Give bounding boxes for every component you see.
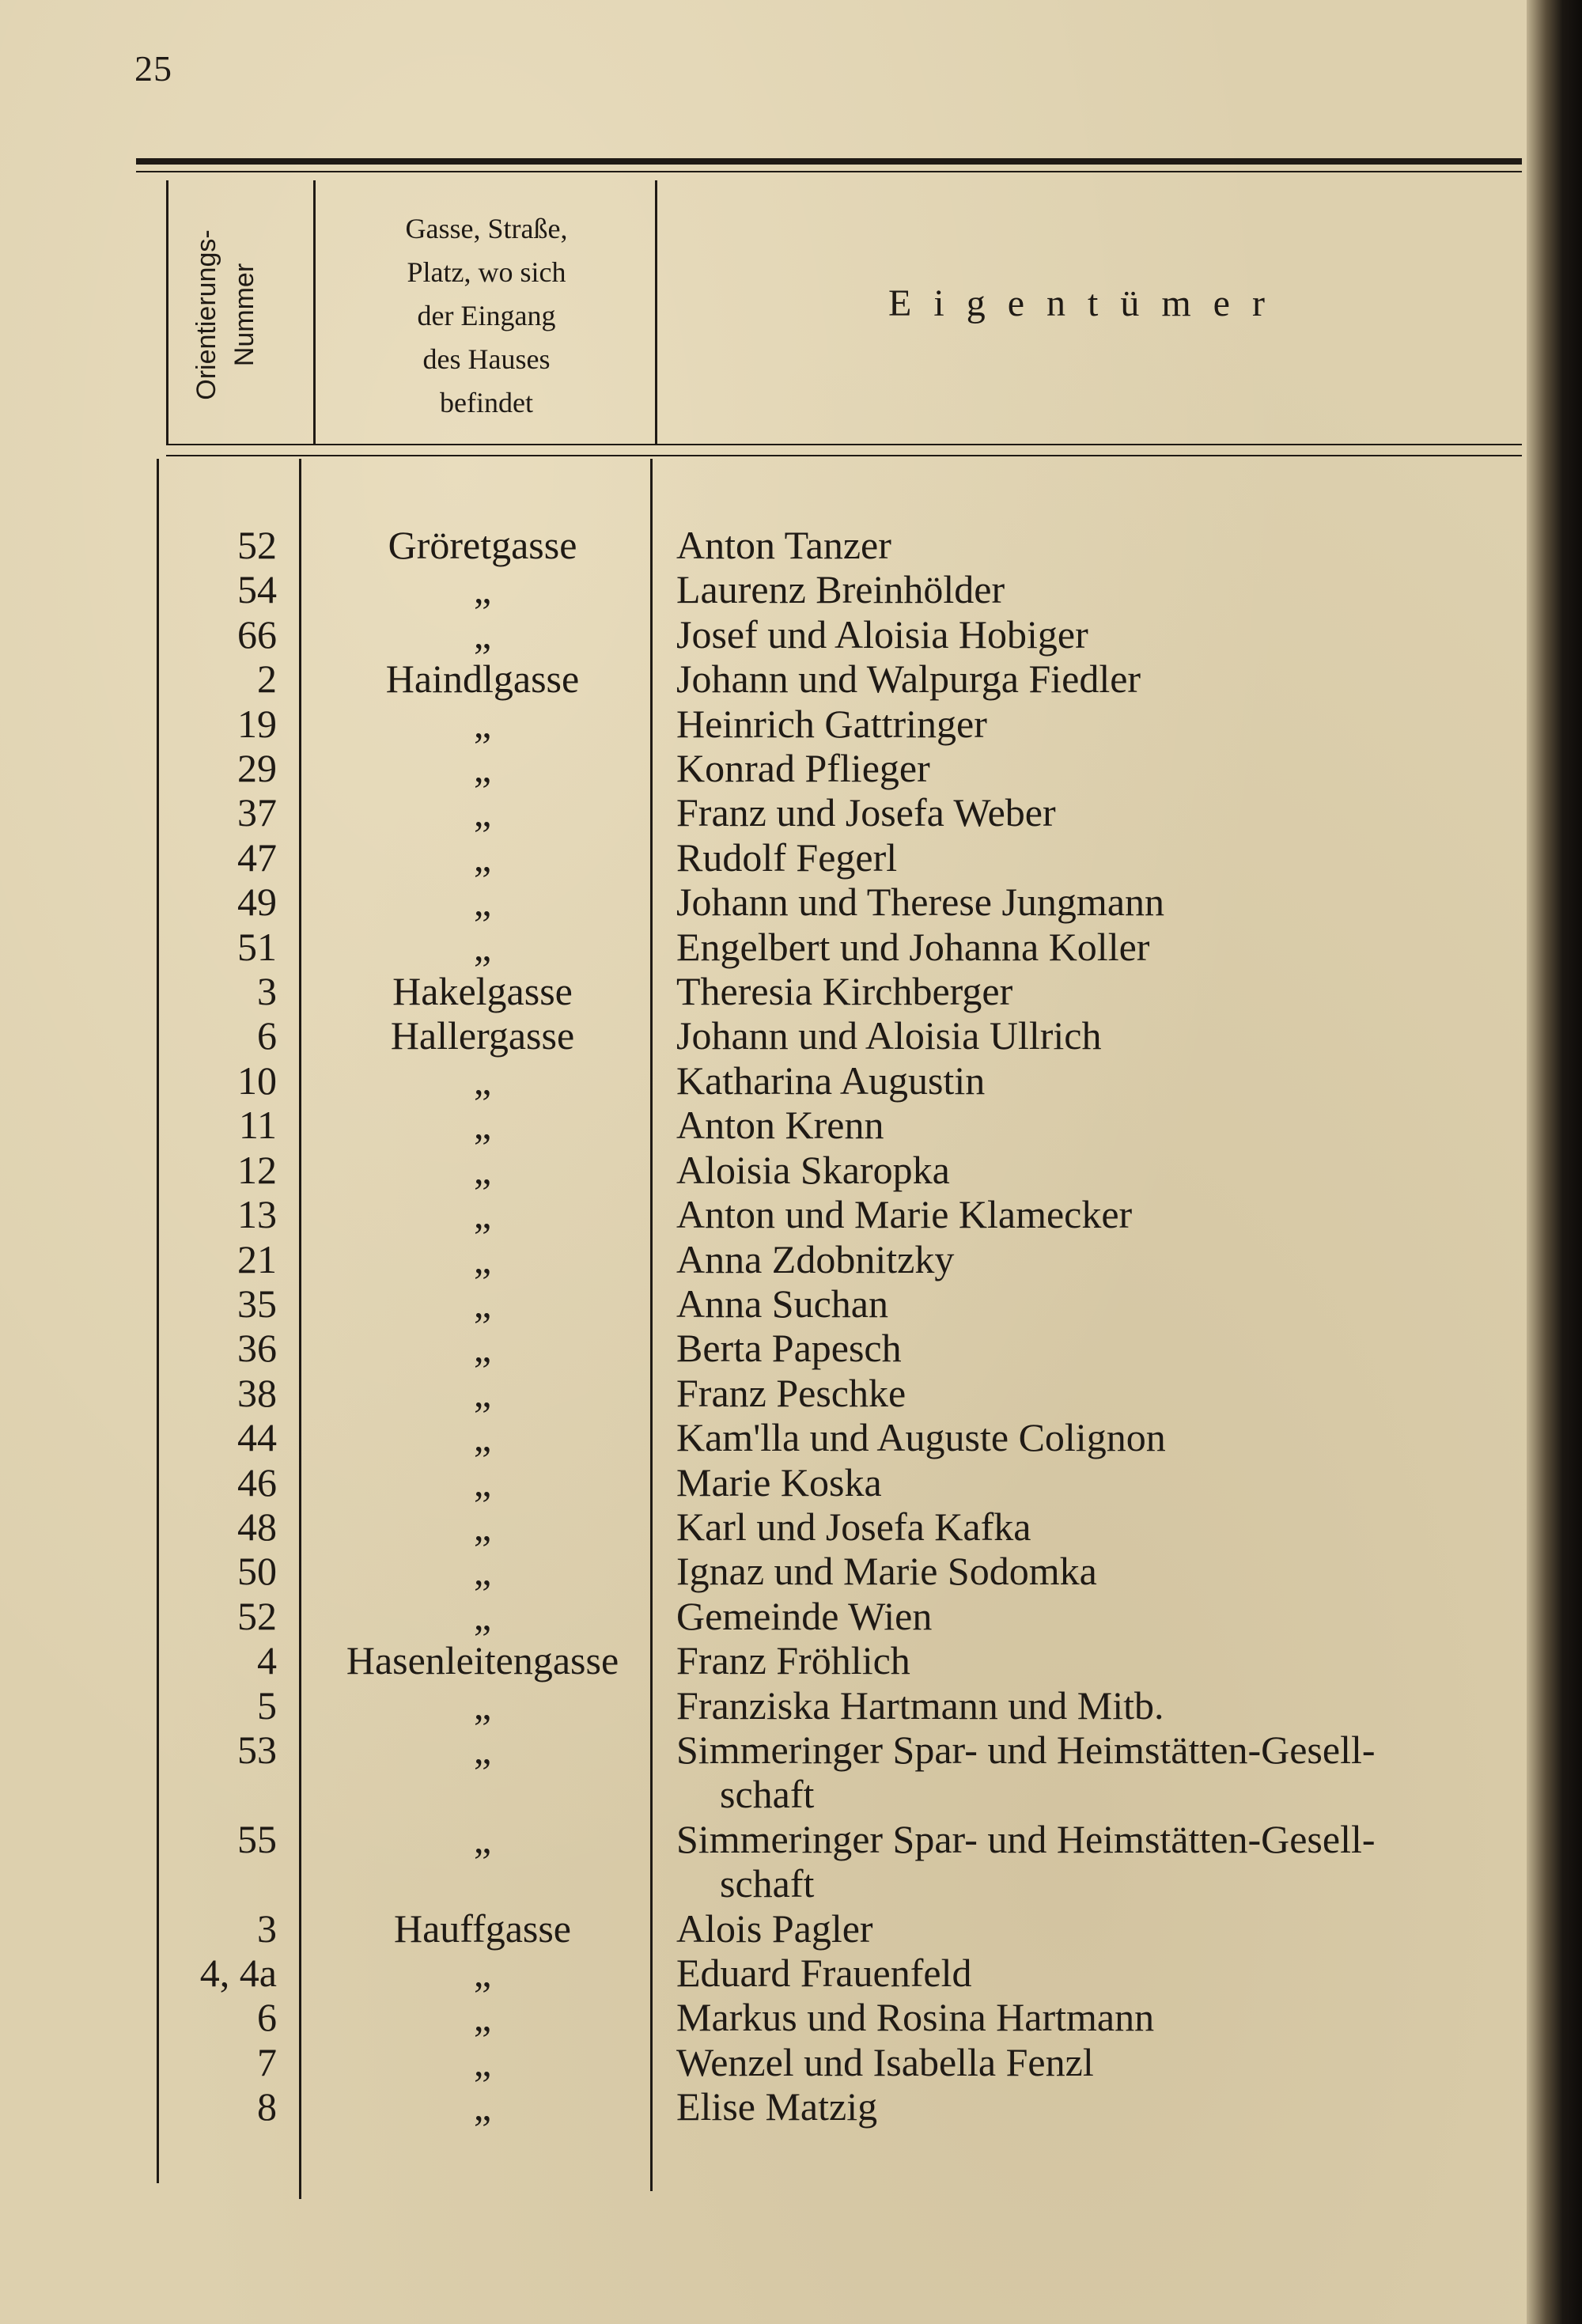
owner-line: Aloisia Skaropka [676, 1147, 950, 1192]
owner-line-continuation: schaft [720, 1772, 815, 1817]
house-number: 8 [257, 2084, 277, 2129]
owner-line: Ignaz und Marie Sodomka [676, 1549, 1097, 1594]
street-name: Hallergasse [390, 1013, 575, 1058]
table-row [0, 1281, 1527, 1326]
house-number: 4 [257, 1638, 277, 1683]
table-row [0, 1415, 1527, 1459]
owner-line: Franz und Josefa Weber [676, 790, 1056, 835]
house-number: 51 [237, 924, 277, 969]
table-row [0, 1371, 1527, 1415]
house-number: 46 [237, 1459, 277, 1505]
owner-line: Rudolf Fegerl [676, 835, 898, 880]
owner-line: Markus und Rosina Hartmann [676, 1995, 1155, 2040]
house-number: 35 [237, 1281, 277, 1326]
table-row [0, 1505, 1527, 1549]
house-number: 5 [257, 1682, 277, 1728]
owner-name [676, 1995, 1523, 2039]
table-row [0, 567, 1527, 611]
street-name: „ [473, 611, 492, 657]
owner-name [676, 1549, 1523, 1593]
street-name: „ [473, 1236, 492, 1281]
header-street-line-1: Gasse, Straße, [405, 213, 568, 244]
owner-line: Laurenz Breinhölder [676, 567, 1005, 612]
owner-line: Johann und Aloisia Ullrich [676, 1013, 1102, 1058]
house-number: 50 [237, 1549, 277, 1594]
owner-name [676, 567, 1523, 611]
owner-line: Simmeringer Spar- und Heimstätten-Gesell- [676, 1816, 1376, 1861]
street-name: „ [473, 2084, 492, 2129]
owner-line: Johann und Therese Jungmann [676, 880, 1165, 925]
owner-name [676, 835, 1523, 880]
owner-line: Theresia Kirchberger [676, 969, 1013, 1014]
owner-name [676, 880, 1523, 924]
table-row [0, 702, 1527, 746]
owner-name [676, 1594, 1523, 1638]
street-name: „ [473, 1593, 492, 1638]
table-row [0, 1058, 1527, 1103]
street-name: Hakelgasse [392, 969, 573, 1014]
owner-line: Anna Suchan [676, 1281, 888, 1326]
table-row [0, 2040, 1527, 2084]
owner-name [676, 1415, 1523, 1459]
house-number: 66 [237, 611, 277, 657]
table-row [0, 1549, 1527, 1593]
street-name: „ [473, 1459, 492, 1505]
owner-line: Elise Matzig [676, 2084, 878, 2129]
street-name: „ [473, 1192, 492, 1237]
owner-name [676, 1683, 1523, 1728]
top-rule-thick [136, 158, 1522, 165]
owner-line: Konrad Pflieger [676, 746, 930, 791]
top-rule-thin [136, 171, 1522, 172]
header-street-column [316, 207, 657, 425]
house-number: 21 [237, 1236, 277, 1281]
street-name: „ [473, 1951, 492, 1995]
house-number: 10 [237, 1058, 277, 1103]
owner-line: Anton Tanzer [676, 523, 891, 567]
table-row [0, 746, 1527, 790]
owner-name [676, 1638, 1523, 1682]
house-number: 12 [237, 1147, 277, 1192]
house-number: 6 [257, 1013, 277, 1058]
header-divider-left [166, 180, 168, 444]
street-name: „ [473, 790, 492, 835]
owner-line-continuation: schaft [720, 1861, 815, 1906]
header-street-line-3: der Eingang [417, 300, 556, 331]
owner-name [676, 1103, 1523, 1147]
house-number: 3 [257, 969, 277, 1014]
owner-name [676, 790, 1523, 835]
owner-line: Anton und Marie Klamecker [676, 1192, 1133, 1237]
owner-name [676, 1281, 1523, 1326]
owner-name [676, 925, 1523, 969]
owner-name [676, 1728, 1523, 1817]
header-number-line-2: Nummer [229, 263, 259, 367]
owner-name [676, 1013, 1523, 1058]
street-name: „ [473, 1415, 492, 1460]
owner-name [676, 1148, 1523, 1192]
table-row [0, 523, 1527, 567]
street-name: „ [473, 1682, 492, 1728]
table-row [0, 612, 1527, 657]
header-street-line-2: Platz, wo sich [407, 256, 566, 288]
table-row [0, 1638, 1527, 1682]
owner-name [676, 612, 1523, 657]
owner-line: Franziska Hartmann und Mitb. [676, 1682, 1164, 1728]
owner-line: Gemeinde Wien [676, 1593, 933, 1638]
table-row [0, 1683, 1527, 1728]
house-number: 49 [237, 880, 277, 925]
book-spine-shadow [1527, 0, 1582, 2324]
owner-name [676, 1906, 1523, 1951]
table-row [0, 1103, 1527, 1147]
owner-line: Simmeringer Spar- und Heimstätten-Gesell- [676, 1727, 1376, 1772]
owner-name [676, 1460, 1523, 1505]
street-name: Hasenleitengasse [346, 1638, 619, 1683]
house-number: 53 [237, 1727, 277, 1772]
table-row [0, 1192, 1527, 1236]
house-number: 13 [237, 1192, 277, 1237]
owner-line: Marie Koska [676, 1459, 882, 1505]
owner-name [676, 1371, 1523, 1415]
house-number: 54 [237, 567, 277, 612]
house-number: 47 [237, 835, 277, 880]
house-number: 55 [237, 1816, 277, 1861]
header-rule-lower [166, 455, 1522, 456]
owner-name [676, 746, 1523, 790]
owner-line: Anna Zdobnitzky [676, 1236, 955, 1281]
table-row [0, 657, 1527, 701]
house-number: 11 [238, 1103, 277, 1148]
register-table-body [0, 523, 1527, 2129]
street-name: Hauffgasse [394, 1906, 571, 1951]
street-name: Haindlgasse [385, 657, 580, 702]
owner-name [676, 969, 1523, 1013]
header-number-line-1: Orientierungs- [191, 229, 221, 400]
street-name: „ [473, 1103, 492, 1148]
house-number: 6 [257, 1995, 277, 2040]
owner-line: Anton Krenn [676, 1103, 884, 1148]
owner-line: Berta Papesch [676, 1326, 902, 1371]
street-name: „ [473, 1816, 492, 1861]
owner-name [676, 1505, 1523, 1549]
owner-line: Josef und Aloisia Hobiger [676, 611, 1088, 657]
table-row [0, 1326, 1527, 1370]
house-number: 37 [237, 790, 277, 835]
owner-name [676, 1326, 1523, 1370]
street-name: „ [473, 1504, 492, 1549]
table-row [0, 1237, 1527, 1281]
street-name: „ [473, 1370, 492, 1415]
street-name: „ [473, 1281, 492, 1326]
house-number: 4, 4a [199, 1951, 277, 1995]
owner-line: Eduard Frauenfeld [676, 1951, 972, 1995]
owner-line: Johann und Walpurga Fiedler [676, 657, 1141, 702]
table-row [0, 1906, 1527, 1951]
owner-name [676, 1237, 1523, 1281]
house-number: 38 [237, 1370, 277, 1415]
header-rule-upper [166, 444, 1522, 445]
street-name: „ [473, 2039, 492, 2084]
owner-line: Katharina Augustin [676, 1058, 986, 1103]
street-name: „ [473, 567, 492, 612]
house-number: 2 [257, 657, 277, 702]
header-number-column [190, 196, 261, 433]
table-row [0, 880, 1527, 924]
street-name: „ [473, 746, 492, 791]
table-row [0, 925, 1527, 969]
street-name: „ [473, 1147, 492, 1192]
street-name: „ [473, 1326, 492, 1371]
house-number: 48 [237, 1504, 277, 1549]
street-name: „ [473, 835, 492, 880]
owner-line: Engelbert und Johanna Koller [676, 924, 1150, 969]
header-street-line-4: des Hauses [422, 343, 551, 375]
street-name: „ [473, 924, 492, 969]
house-number: 7 [257, 2039, 277, 2084]
owner-name [676, 702, 1523, 746]
owner-line: Wenzel und Isabella Fenzl [676, 2039, 1094, 2084]
owner-name [676, 1058, 1523, 1103]
house-number: 19 [237, 701, 277, 746]
table-row [0, 2084, 1527, 2129]
table-row [0, 1951, 1527, 1995]
owner-name [676, 523, 1523, 567]
owner-name [676, 1817, 1523, 1906]
table-row [0, 835, 1527, 880]
owner-line: Franz Peschke [676, 1370, 906, 1415]
street-name: Gröretgasse [388, 523, 577, 567]
owner-line: Franz Fröhlich [676, 1638, 910, 1683]
owner-line: Heinrich Gattringer [676, 701, 987, 746]
table-row [0, 790, 1527, 835]
house-number: 52 [237, 523, 277, 567]
page-number: 25 [134, 48, 172, 89]
table-row [0, 1817, 1527, 1906]
house-number: 29 [237, 746, 277, 791]
table-row [0, 1995, 1527, 2039]
street-name: „ [473, 1727, 492, 1772]
owner-name [676, 2040, 1523, 2084]
owner-line: Kam'lla und Auguste Colignon [676, 1415, 1166, 1460]
street-name: „ [473, 880, 492, 925]
house-number: 3 [257, 1906, 277, 1951]
owner-name [676, 657, 1523, 701]
house-number: 52 [237, 1593, 277, 1638]
table-row [0, 1728, 1527, 1817]
house-number: 44 [237, 1415, 277, 1460]
house-number: 36 [237, 1326, 277, 1371]
header-owner-column: Eigentümer [888, 282, 1287, 324]
table-row [0, 1594, 1527, 1638]
table-row [0, 1013, 1527, 1058]
table-row [0, 969, 1527, 1013]
street-name: „ [473, 1058, 492, 1103]
owner-name [676, 1951, 1523, 1995]
owner-line: Alois Pagler [676, 1906, 873, 1951]
street-name: „ [473, 1549, 492, 1594]
owner-name [676, 1192, 1523, 1236]
street-name: „ [473, 1995, 492, 2040]
table-row [0, 1148, 1527, 1192]
table-row [0, 1460, 1527, 1505]
owner-name [676, 2084, 1523, 2129]
street-name: „ [473, 701, 492, 746]
header-street-line-5: befindet [440, 387, 533, 418]
owner-line: Karl und Josefa Kafka [676, 1504, 1031, 1549]
header-divider-middle [313, 180, 316, 444]
